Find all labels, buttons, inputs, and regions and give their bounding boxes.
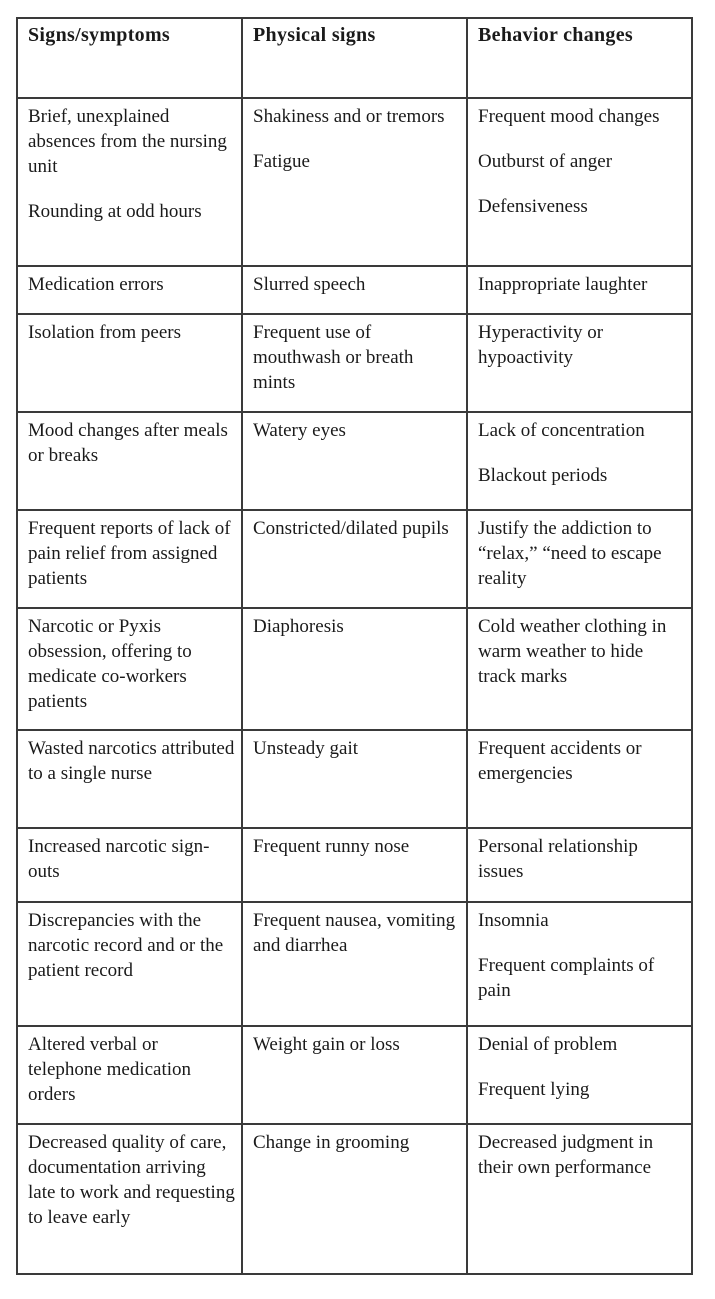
signs-symptoms-cell — [17, 1124, 242, 1274]
cell-text: Isolation from peers — [28, 322, 182, 343]
behavior-changes-cell — [467, 730, 692, 828]
cell-text: Denial of problem — [478, 1034, 618, 1055]
cell-text: Slurred speech — [253, 274, 366, 295]
cell-text: Frequent complaints of pain — [478, 955, 655, 1001]
physical-signs-cell — [242, 98, 467, 266]
cell-text: Frequent use of mouthwash or breath mints — [253, 322, 414, 393]
cell-text: Narcotic or Pyxis obsession, offering to medicate co-workers patients — [28, 616, 192, 712]
signs-symptoms-cell — [17, 510, 242, 608]
signs-symptoms-cell — [17, 608, 242, 730]
cell-text: Blackout periods — [478, 465, 608, 486]
table-row — [17, 828, 692, 902]
cell-text: Frequent nausea, vomiting and diarrhea — [253, 910, 456, 956]
cell-text: Personal relationship issues — [478, 836, 638, 882]
header-behavior-changes: Behavior changes — [467, 18, 692, 98]
signs-symptoms-cell — [17, 266, 242, 314]
cell-text: Constricted/dilated pupils — [253, 518, 449, 539]
table-body — [17, 98, 692, 1274]
behavior-changes-cell — [467, 1124, 692, 1274]
cell-text: Decreased judgment in their own performance — [478, 1132, 654, 1178]
signs-symptoms-cell — [17, 98, 242, 266]
cell-text: Defensiveness — [478, 196, 588, 217]
cell-text: Justify the addiction to “relax,” “need to escape reality — [478, 518, 662, 589]
table-row — [17, 266, 692, 314]
cell-text: Mood changes after meals or breaks — [28, 420, 228, 466]
behavior-changes-cell — [467, 828, 692, 902]
table-row — [17, 1026, 692, 1124]
cell-text: Inappropriate laughter — [478, 274, 648, 295]
physical-signs-cell — [242, 266, 467, 314]
cell-text: Discrepancies with the narcotic record and or the patient record — [28, 910, 224, 981]
behavior-changes-cell — [467, 98, 692, 266]
cell-text: Shakiness and or tremors — [253, 106, 445, 127]
table-row — [17, 412, 692, 510]
physical-signs-cell — [242, 412, 467, 510]
cell-text: Cold weather clothing in warm weather to hide track marks — [478, 616, 667, 687]
cell-text: Watery eyes — [253, 420, 346, 441]
cell-text: Fatigue — [253, 151, 310, 172]
behavior-changes-cell — [467, 1026, 692, 1124]
cell-text: Outburst of anger — [478, 151, 613, 172]
cell-text: Diaphoresis — [253, 616, 344, 637]
cell-text: Altered verbal or telephone medication orders — [28, 1034, 192, 1105]
table-row — [17, 1124, 692, 1274]
cell-text: Rounding at odd hours — [28, 201, 202, 222]
cell-text: Frequent lying — [478, 1079, 590, 1100]
cell-text: Frequent runny nose — [253, 836, 410, 857]
signs-symptoms-cell — [17, 828, 242, 902]
physical-signs-cell — [242, 730, 467, 828]
physical-signs-cell — [242, 828, 467, 902]
header-physical-signs: Physical signs — [242, 18, 467, 98]
table-row — [17, 902, 692, 1026]
cell-text: Lack of concentration — [478, 420, 645, 441]
cell-text: Wasted narcotics attributed to a single nurse — [28, 738, 235, 784]
header-row — [17, 18, 692, 98]
cell-text: Frequent reports of lack of pain relief from assigned patients — [28, 518, 231, 589]
table-row — [17, 510, 692, 608]
physical-signs-cell — [242, 1026, 467, 1124]
cell-text: Unsteady gait — [253, 738, 359, 759]
behavior-changes-cell — [467, 266, 692, 314]
signs-symptoms-cell — [17, 314, 242, 412]
signs-symptoms-cell — [17, 1026, 242, 1124]
physical-signs-cell — [242, 1124, 467, 1274]
cell-text: Hyperactivity or hypoactivity — [478, 322, 604, 368]
behavior-changes-cell — [467, 608, 692, 730]
cell-text: Weight gain or loss — [253, 1034, 400, 1055]
cell-text: Decreased quality of care, documentation arriving late to work and requesting to leave early — [28, 1132, 235, 1228]
cell-text: Change in grooming — [253, 1132, 410, 1153]
behavior-changes-cell — [467, 314, 692, 412]
physical-signs-cell — [242, 314, 467, 412]
table-row — [17, 314, 692, 412]
physical-signs-cell — [242, 902, 467, 1026]
cell-text: Frequent accidents or emergencies — [478, 738, 642, 784]
signs-symptoms-cell — [17, 730, 242, 828]
signs-symptoms-table — [16, 17, 693, 1275]
cell-text: Frequent mood changes — [478, 106, 660, 127]
cell-text: Medication errors — [28, 274, 164, 295]
behavior-changes-cell — [467, 412, 692, 510]
table-row — [17, 98, 692, 266]
cell-text: Increased narcotic sign-outs — [28, 836, 210, 882]
header-signs-symptoms: Signs/symptoms — [17, 18, 242, 98]
signs-symptoms-cell — [17, 412, 242, 510]
table-row — [17, 730, 692, 828]
physical-signs-cell — [242, 608, 467, 730]
behavior-changes-cell — [467, 510, 692, 608]
table-row — [17, 608, 692, 730]
signs-symptoms-cell — [17, 902, 242, 1026]
behavior-changes-cell — [467, 902, 692, 1026]
cell-text: Brief, unexplained absences from the nursing unit — [28, 106, 227, 177]
cell-text: Insomnia — [478, 910, 549, 931]
physical-signs-cell — [242, 510, 467, 608]
